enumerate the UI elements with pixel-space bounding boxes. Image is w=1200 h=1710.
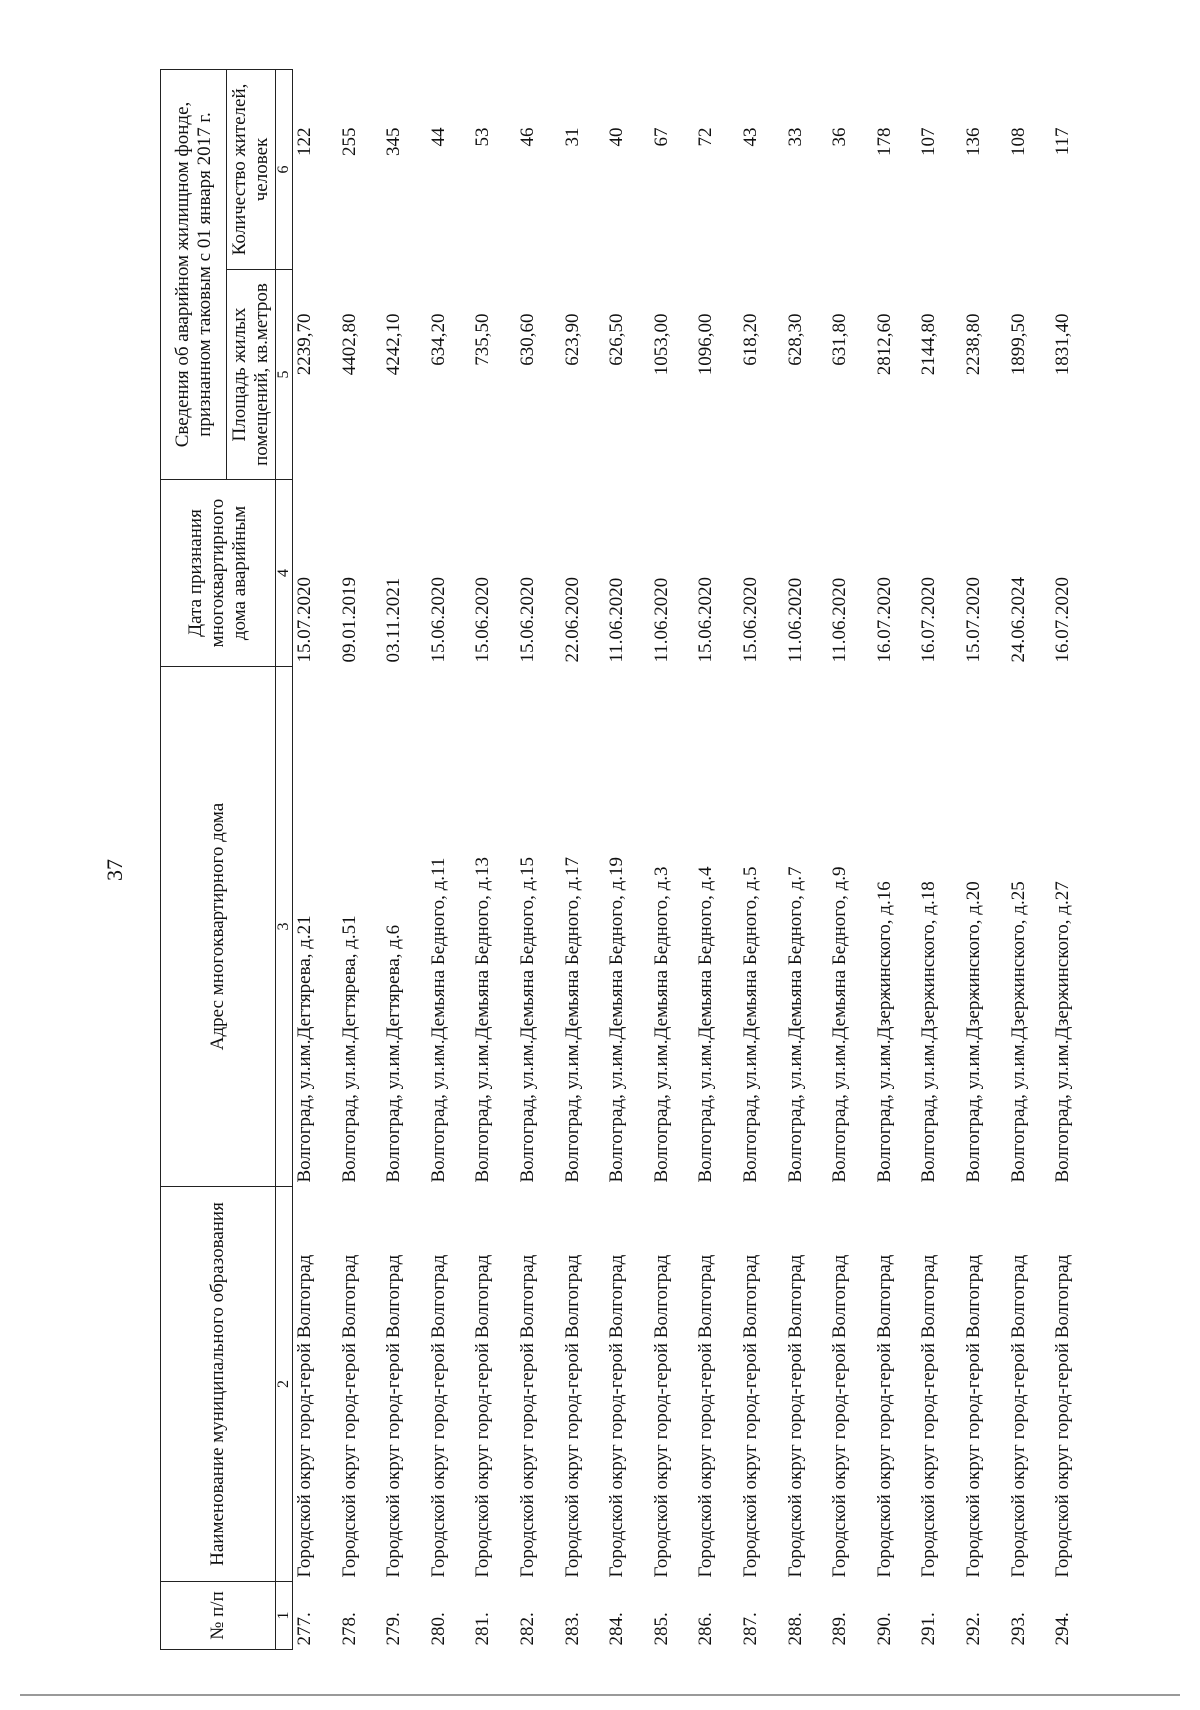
house-address: Волгоград, ул.им.Демьяна Бедного, д.17 — [561, 856, 583, 1183]
table-row — [917, 70, 962, 1650]
emergency-date: 11.06.2020 — [784, 577, 806, 663]
column-number: 3 — [276, 667, 293, 1187]
living-area: 2239,70 — [294, 313, 315, 376]
living-area: 1899,50 — [1007, 313, 1029, 376]
header-address: Адрес многоквартирного дома — [161, 667, 276, 1187]
municipality-name: Городской округ город-герой Волгоград — [383, 1254, 405, 1578]
row-number: 294. — [1052, 1612, 1074, 1646]
table-header — [161, 70, 293, 1650]
row-number: 278. — [338, 1612, 360, 1646]
living-area: 628,30 — [784, 313, 806, 366]
living-area: 2812,60 — [873, 313, 895, 376]
emergency-date: 22.06.2020 — [561, 577, 583, 663]
table-row — [1007, 70, 1052, 1650]
row-number: 283. — [561, 1612, 583, 1646]
house-address: Волгоград, ул.им.Демьяна Бедного, д.3 — [650, 866, 672, 1183]
header-residents: Количество жителей, человек — [227, 70, 276, 270]
scan-edge-line — [20, 1694, 1180, 1696]
emergency-date: 15.06.2020 — [472, 577, 494, 663]
living-area: 626,50 — [606, 313, 628, 366]
municipality-name: Городской округ город-герой Волгоград — [784, 1254, 806, 1578]
emergency-date: 15.06.2020 — [739, 577, 761, 663]
table-row — [605, 70, 650, 1650]
house-address: Волгоград, ул.им.Демьяна Бедного, д.4 — [695, 866, 717, 1183]
residents-count: 44 — [427, 127, 449, 147]
emergency-date: 24.06.2024 — [1007, 577, 1029, 663]
residents-count: 255 — [338, 127, 360, 156]
emergency-date: 15.07.2020 — [294, 577, 315, 663]
residents-count: 108 — [1007, 127, 1029, 156]
residents-count: 31 — [561, 127, 583, 147]
living-area: 1831,40 — [1052, 313, 1074, 376]
emergency-date: 15.06.2020 — [427, 577, 449, 663]
table-row — [338, 70, 383, 1650]
row-number: 287. — [739, 1612, 761, 1646]
row-number: 289. — [829, 1612, 851, 1646]
table-row — [694, 70, 739, 1650]
residents-count: 136 — [962, 127, 984, 156]
column-number: 4 — [276, 480, 293, 667]
table-row — [293, 70, 338, 1650]
municipality-name: Городской округ город-герой Волгоград — [561, 1254, 583, 1578]
house-address: Волгоград, ул.им.Демьяна Бедного, д.9 — [829, 866, 851, 1183]
municipality-name: Городской округ город-герой Волгоград — [427, 1254, 449, 1578]
house-address: Волгоград, ул.им.Дегтярева, д.51 — [338, 915, 360, 1183]
emergency-housing-table — [160, 69, 1096, 1650]
residents-count: 67 — [650, 127, 672, 147]
row-number: 279. — [383, 1612, 405, 1646]
living-area: 631,80 — [829, 313, 851, 366]
row-number: 280. — [427, 1612, 449, 1646]
living-area: 4242,10 — [383, 313, 405, 376]
rotated-page-content — [160, 70, 1110, 1650]
table-row — [784, 70, 829, 1650]
emergency-date: 16.07.2020 — [1052, 577, 1074, 663]
table-row — [471, 70, 516, 1650]
municipality-name: Городской округ город-герой Волгоград — [650, 1254, 672, 1578]
house-address: Волгоград, ул.им.Дзержинского, д.25 — [1007, 881, 1029, 1183]
header-area: Площадь жилых помещений, кв.метров — [227, 270, 276, 480]
row-number: 291. — [918, 1612, 940, 1646]
residents-count: 43 — [739, 127, 761, 147]
residents-count: 72 — [695, 127, 717, 147]
living-area: 2144,80 — [918, 313, 940, 376]
table-row — [650, 70, 695, 1650]
emergency-date: 03.11.2021 — [383, 577, 405, 663]
column-number: 1 — [276, 1582, 293, 1650]
column-number-row — [276, 70, 293, 1650]
living-area: 630,60 — [516, 313, 538, 366]
emergency-date: 15.06.2020 — [516, 577, 538, 663]
header-municipality: Наименование муниципального образования — [161, 1187, 276, 1582]
emergency-date: 11.06.2020 — [650, 577, 672, 663]
residents-count: 46 — [516, 127, 538, 147]
house-address: Волгоград, ул.им.Дзержинского, д.16 — [873, 881, 895, 1183]
house-address: Волгоград, ул.им.Демьяна Бедного, д.7 — [784, 866, 806, 1183]
residents-count: 107 — [918, 127, 940, 156]
house-address: Волгоград, ул.им.Дзержинского, д.18 — [918, 881, 940, 1183]
house-address: Волгоград, ул.им.Дзержинского, д.27 — [1052, 881, 1074, 1183]
table-row — [739, 70, 784, 1650]
house-address: Волгоград, ул.им.Демьяна Бедного, д.15 — [516, 856, 538, 1183]
row-number: 288. — [784, 1612, 806, 1646]
table-row — [828, 70, 873, 1650]
row-number: 281. — [472, 1612, 494, 1646]
municipality-name: Городской округ город-герой Волгоград — [606, 1254, 628, 1578]
row-number: 277. — [294, 1612, 315, 1646]
table-row — [962, 70, 1007, 1650]
living-area: 2238,80 — [962, 313, 984, 376]
residents-count: 36 — [829, 127, 851, 147]
column-number: 6 — [276, 70, 293, 270]
table-row — [427, 70, 472, 1650]
residents-count: 117 — [1052, 127, 1074, 156]
living-area: 618,20 — [739, 313, 761, 366]
emergency-date: 11.06.2020 — [829, 577, 851, 663]
emergency-date: 16.07.2020 — [918, 577, 940, 663]
residents-count: 345 — [383, 127, 405, 156]
municipality-name: Городской округ город-герой Волгоград — [338, 1254, 360, 1578]
house-address: Волгоград, ул.им.Демьяна Бедного, д.5 — [739, 866, 761, 1183]
column-number: 5 — [276, 270, 293, 480]
table-row — [1051, 70, 1096, 1650]
emergency-date: 11.06.2020 — [606, 577, 628, 663]
municipality-name: Городской округ город-герой Волгоград — [873, 1254, 895, 1578]
municipality-name: Городской округ город-герой Волгоград — [962, 1254, 984, 1578]
header-num: № п/п — [161, 1582, 276, 1650]
page-number: 37 — [102, 859, 127, 881]
municipality-name: Городской округ город-герой Волгоград — [695, 1254, 717, 1578]
residents-count: 178 — [873, 127, 895, 156]
header-date: Дата признания многоквартирного дома аварийным — [161, 480, 276, 667]
living-area: 1053,00 — [650, 313, 672, 376]
municipality-name: Городской округ город-герой Волгоград — [294, 1254, 315, 1578]
table-row — [561, 70, 606, 1650]
row-number: 290. — [873, 1612, 895, 1646]
municipality-name: Городской округ город-герой Волгоград — [1052, 1254, 1074, 1578]
house-address: Волгоград, ул.им.Демьяна Бедного, д.13 — [472, 856, 494, 1183]
residents-count: 40 — [606, 127, 628, 147]
house-address: Волгоград, ул.им.Демьяна Бедного, д.11 — [427, 857, 449, 1183]
row-number: 286. — [695, 1612, 717, 1646]
living-area: 735,50 — [472, 313, 494, 366]
row-number: 284. — [606, 1612, 628, 1646]
table-row — [873, 70, 918, 1650]
emergency-date: 15.06.2020 — [695, 577, 717, 663]
living-area: 1096,00 — [695, 313, 717, 376]
house-address: Волгоград, ул.им.Дегтярева, д.21 — [294, 915, 315, 1183]
emergency-date: 15.07.2020 — [962, 577, 984, 663]
living-area: 623,90 — [561, 313, 583, 366]
house-address: Волгоград, ул.им.Дегтярева, д.6 — [383, 924, 405, 1183]
table-body — [293, 70, 1096, 1650]
municipality-name: Городской округ город-герой Волгоград — [516, 1254, 538, 1578]
house-address: Волгоград, ул.им.Дзержинского, д.20 — [962, 881, 984, 1183]
row-number: 282. — [516, 1612, 538, 1646]
residents-count: 122 — [294, 127, 315, 156]
row-number: 292. — [962, 1612, 984, 1646]
municipality-name: Городской округ город-герой Волгоград — [918, 1254, 940, 1578]
emergency-date: 09.01.2019 — [338, 577, 360, 663]
municipality-name: Городской округ город-герой Волгоград — [739, 1254, 761, 1578]
living-area: 634,20 — [427, 313, 449, 366]
residents-count: 53 — [472, 127, 494, 147]
house-address: Волгоград, ул.им.Демьяна Бедного, д.19 — [606, 856, 628, 1183]
header-info-group: Сведения об аварийном жилищном фонде, признанном таковым с 01 января 2017 г. — [161, 70, 227, 480]
municipality-name: Городской округ город-герой Волгоград — [829, 1254, 851, 1578]
table-row — [516, 70, 561, 1650]
column-number: 2 — [276, 1187, 293, 1582]
emergency-date: 16.07.2020 — [873, 577, 895, 663]
living-area: 4402,80 — [338, 313, 360, 376]
row-number: 285. — [650, 1612, 672, 1646]
row-number: 293. — [1007, 1612, 1029, 1646]
residents-count: 33 — [784, 127, 806, 147]
municipality-name: Городской округ город-герой Волгоград — [472, 1254, 494, 1578]
table-row — [382, 70, 427, 1650]
municipality-name: Городской округ город-герой Волгоград — [1007, 1254, 1029, 1578]
